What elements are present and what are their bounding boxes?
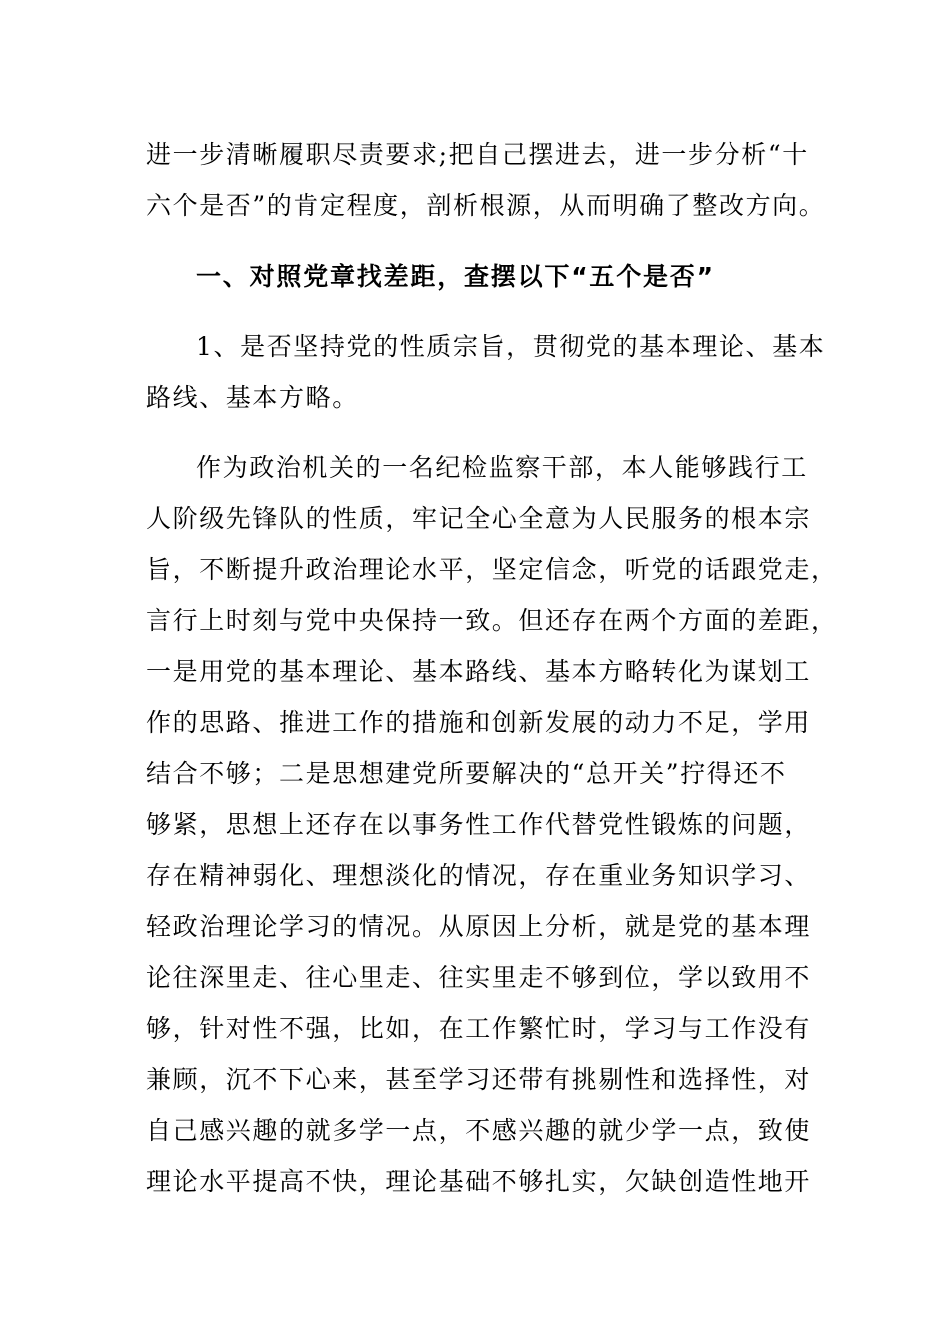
item-1-line-1: 1、是否坚持党的性质宗旨，贯彻党的基本理论、基本 (196, 332, 826, 361)
body-line-11: 论往深里走、往心里走、往实里走不够到位，学以致用不 (146, 963, 812, 992)
body-line-4: 言行上时刻与党中央保持一致。但还存在两个方面的差距， (146, 606, 838, 635)
body-line-7: 结合不够；二是思想建党所要解决的“总开关”拧得还不 (146, 759, 787, 788)
item-1-line-2: 路线、基本方略。 (146, 383, 359, 412)
body-line-6: 作的思路、推进工作的措施和创新发展的动力不足，学用 (146, 708, 812, 737)
body-line-14: 自己感兴趣的就多学一点，不感兴趣的就少学一点，致使 (146, 1116, 812, 1145)
intro-line-1: 进一步清晰履职尽责要求;把自己摆进去，进一步分析“十 (146, 140, 809, 169)
body-line-3: 旨，不断提升政治理论水平，坚定信念，听党的话跟党走， (146, 555, 838, 584)
body-line-9: 存在精神弱化、理想淡化的情况，存在重业务知识学习、 (146, 861, 812, 890)
body-line-8: 够紧，思想上还存在以事务性工作代替党性锻炼的问题， (146, 810, 812, 839)
body-line-10: 轻政治理论学习的情况。从原因上分析，就是党的基本理 (146, 912, 812, 941)
body-line-12: 够，针对性不强，比如，在工作繁忙时，学习与工作没有 (146, 1014, 812, 1043)
body-line-1: 作为政治机关的一名纪检监察干部，本人能够践行工 (196, 453, 808, 482)
body-line-5: 一是用党的基本理论、基本路线、基本方略转化为谋划工 (146, 657, 812, 686)
intro-line-2: 六个是否”的肯定程度，剖析根源，从而明确了整改方向。 (146, 191, 826, 220)
section-heading: 一、对照党章找差距，查摆以下“五个是否” (196, 262, 715, 291)
body-line-2: 人阶级先锋队的性质，牢记全心全意为人民服务的根本宗 (146, 504, 812, 533)
body-line-15: 理论水平提高不快，理论基础不够扎实，欠缺创造性地开 (146, 1167, 812, 1196)
body-line-13: 兼顾，沉不下心来，甚至学习还带有挑剔性和选择性，对 (146, 1065, 812, 1094)
